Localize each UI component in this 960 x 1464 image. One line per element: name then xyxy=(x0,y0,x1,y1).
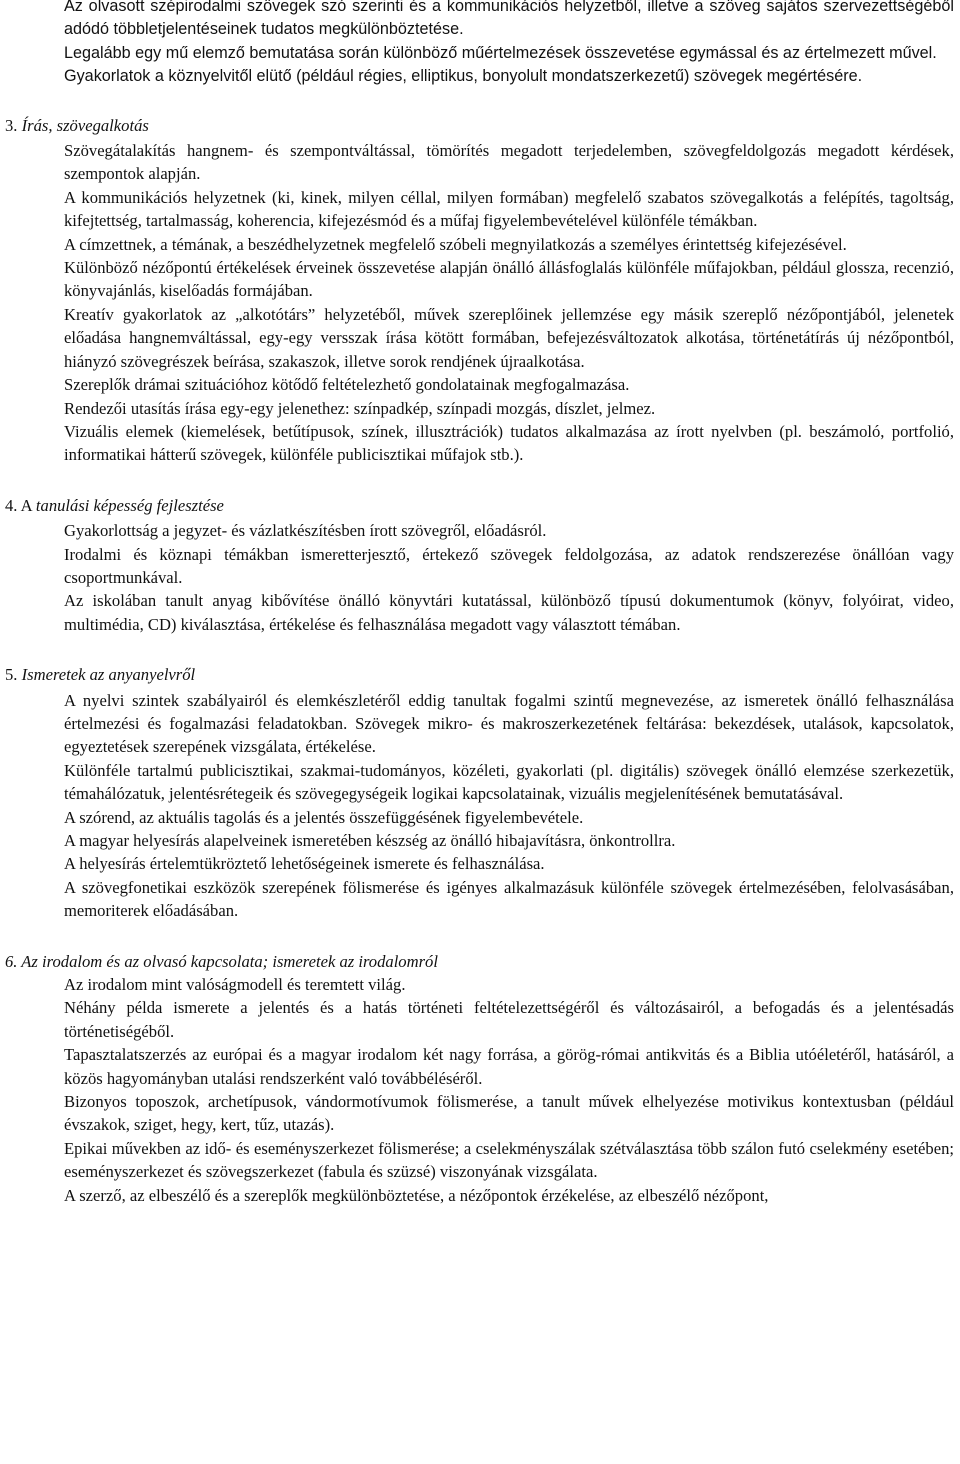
intro-block xyxy=(0,0,954,89)
section-3-heading xyxy=(0,114,960,137)
section-5-body xyxy=(0,689,954,923)
paragraph: Irodalmi és köznapi témákban ismeretterjesztő, értekező szövegek feldolgozása, az adatok rendszerezése önállóan vagy csoportmunkával. xyxy=(64,544,954,587)
section-6 xyxy=(0,950,960,1207)
paragraph: Különböző nézőpontú értékelések érveinek összevetése alapján önálló állásfoglalás különféle műfajokban, például glossza, recenzió, könyvajánlás, kiselőadás formájában. xyxy=(64,258,954,301)
section-5-heading xyxy=(0,663,960,686)
section-title: Írás, szövegalkotás xyxy=(21,115,149,135)
paragraph: Epikai művekben az idő- és eseményszerkezet fölismerése; a cselekményszálak szétválasztása több szálon futó cselekmény esetében; eseményszerkezet és szövegszerkezet (fabula és szüzsé) viszonyának vizsgálata. xyxy=(64,1138,954,1182)
paragraph: A helyesírás értelemtükröztető lehetőségeinek ismerete és felhasználása. xyxy=(64,854,545,874)
paragraph: Szövegátalakítás hangnem- és szempontváltással, tömörítés megadott terjedelemben, szövegfeldolgozás megadott kérdések, szempontok alapján. xyxy=(64,141,954,184)
section-3-body xyxy=(0,139,954,467)
intro-paragraph: Legalább egy mű elemző bemutatása során különböző műértelmezések összevetése egymással és az értelmezett művel. xyxy=(64,43,937,62)
section-title: Ismeretek az anyanyelvről xyxy=(21,665,196,685)
section-number: 4. A xyxy=(5,495,32,515)
paragraph: Rendezői utasítás írása egy-egy jelenethez: színpadkép, színpadi mozgás, díszlet, jelmez. xyxy=(64,398,656,418)
paragraph: Gyakorlottság a jegyzet- és vázlatkészítésben írott szövegről, előadásról. xyxy=(64,521,547,541)
paragraph: A szerző, az elbeszélő és a szereplők megkülönböztetése, a nézőpontok érzékelése, az elbeszélő nézőpont, xyxy=(64,1185,769,1205)
intro-paragraph: Gyakorlatok a köznyelvitől elütő (például régies, elliptikus, bonyolult mondatszerkezetű) szövegek megértésére. xyxy=(64,67,863,86)
paragraph: Néhány példa ismerete a jelentés és a hatás történeti feltételezettségéről és változásairól, a befogadás és a jelentésadás történetiségéből. xyxy=(64,998,954,1041)
section-title: tanulási képesség fejlesztése xyxy=(35,495,224,515)
section-4-body xyxy=(0,519,954,636)
section-number: 3. xyxy=(5,115,18,135)
paragraph: A magyar helyesírás alapelveinek ismeretében készség az önálló hibajavításra, önkontrollra. xyxy=(64,831,676,850)
section-4 xyxy=(0,494,960,636)
section-4-heading xyxy=(0,494,960,517)
section-5 xyxy=(0,663,960,922)
section-number: 5. xyxy=(5,665,18,685)
paragraph: A kommunikációs helyzetnek (ki, kinek, milyen céllal, milyen formában) megfelelő szabatos szövegalkotás a felépítés, tagoltság, kifejtettség, tartalmasság, koherencia, kifejezésmód és a műfaj figyelembevételével különféle témákban. xyxy=(64,187,954,231)
paragraph: Vizuális elemek (kiemelések, betűtípusok, színek, illusztrációk) tudatos alkalmazása az írott nyelvben (pl. beszámoló, portfolió, informatikai hátterű szövegek, különféle publicisztikai műfajok stb.). xyxy=(64,421,954,465)
paragraph: Különféle tartalmú publicisztikai, szakmai-tudományos, közéleti, gyakorlati (pl. digitális) szövegek önálló elemzése szerkezetük, témahálózatuk, jelentésrétegeik és szövegegységeik logikai kapcsolatainak, vizuális megjelenítésének bemutatásával. xyxy=(64,760,954,804)
paragraph: A nyelvi szintek szabályairól és elemkészletéről eddig tanultak fogalmi szintű megnevezése, az ismeretek önálló felhasználása értelmezési és fogalmazási feladatokban. Szövegek mikro- és makroszerkezetének feltárása: bekezdések, utalások, kapcsolatok, egyeztetések szerepének vizsgálata, értékelése. xyxy=(64,690,954,757)
section-6-heading xyxy=(0,950,960,973)
paragraph: Bizonyos toposzok, archetípusok, vándormotívumok fölismerése, a tanult művek elhelyezése motivikus kontextusban (például évszakok, sziget, hegy, kert, tűz, utazás). xyxy=(64,1092,954,1135)
paragraph: A szövegfonetikai eszközök szerepének fölismerése és igényes alkalmazásuk különféle szövegek értelmezésében, felolvasásában, memoriterek előadásában. xyxy=(64,877,954,921)
section-subtitle: ismeretek az irodalomról xyxy=(272,951,438,971)
section-3 xyxy=(0,114,960,467)
intro-paragraph: Az olvasott szépirodalmi szövegek szó szerinti és a kommunikációs helyzetből, illetve a szöveg sajátos szervezettségéből adódó többletjelentéseinek tudatos megkülönböztetése. xyxy=(64,0,954,39)
paragraph: Tapasztalatszerzés az európai és a magyar irodalom két nagy forrása, a görög-római antikvitás és a Biblia utóéletéről, hatásáról, a közös hagyományban utalási rendszerként való továbbéléséről. xyxy=(64,1045,954,1088)
paragraph: A szórend, az aktuális tagolás és a jelentés összefüggésének figyelembevétele. xyxy=(64,807,584,827)
section-title: 6. Az irodalom és az olvasó kapcsolata; xyxy=(5,951,269,971)
paragraph: A címzettnek, a témának, a beszédhelyzetnek megfelelő szóbeli megnyilatkozás a személyes érintettség kifejezésével. xyxy=(64,234,847,254)
paragraph: Szereplők drámai szituációhoz kötődő feltételezhető gondolatainak megfogalmazása. xyxy=(64,375,630,395)
paragraph: Az iskolában tanult anyag kibővítése önálló könyvtári kutatással, különböző típusú dokumentumok (könyv, folyóirat, video, multimédia, CD) kiválasztása, értékelése és felhasználása megadott vagy választott témában. xyxy=(64,591,954,634)
section-6-body xyxy=(0,973,954,1207)
paragraph: Az irodalom mint valóságmodell és teremtett világ. xyxy=(64,975,406,995)
paragraph: Kreatív gyakorlatok az „alkotótárs” helyzetéből, művek szereplőinek jellemzése egy másik szereplő nézőpontjából, jelenetek előadása hangnemváltással, egy-egy versszak írása kötött formában, befejezésváltozatok alkotása, történetátírás új nézőpontból, hiányzó szövegrészek beírása, szakaszok, illetve sorok rendjének újraalkotása. xyxy=(64,304,954,371)
